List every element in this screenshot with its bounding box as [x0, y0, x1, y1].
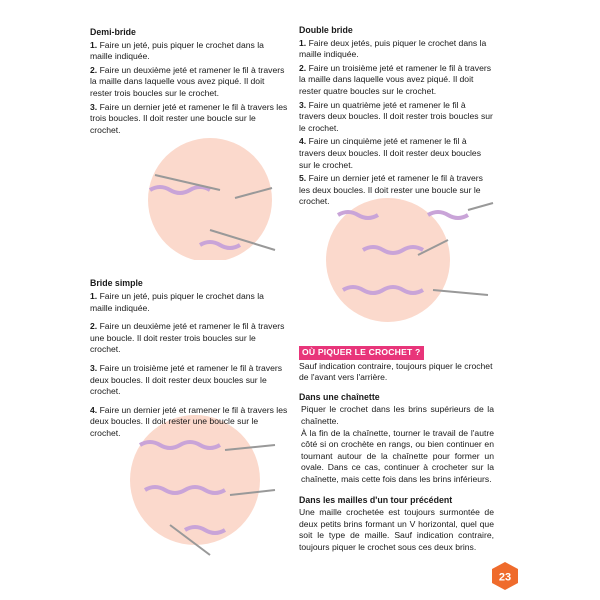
ou-piquer-section — [299, 346, 494, 554]
right-column — [299, 25, 494, 210]
ou-piquer-intro: Sauf indication contraire, toujours piquer le crochet de l'avant vers l'arrière. — [299, 360, 493, 383]
double-bride-title: Double bride — [299, 25, 353, 35]
double-bride-step: 3. Faire un quatrième jeté et ramener le fil à travers deux boucles. Il doit rester trois boucles sur le crochet. — [299, 99, 493, 133]
bride-simple-step: 4. Faire un dernier jeté et ramener le fil à travers les deux boucles. Il doit rester une boucle sur le crochet. — [90, 404, 288, 438]
page-number-badge — [490, 561, 520, 591]
chainette-text-2: À la fin de la chaînette, tourner le travail de l'autre côté si on crochète en rangs, ou bien continuer en tournant autour de la chaînette pour former un ovale. Dans ce cas, continuer à crocheter sur la chaînette, mais cette fois dans les brins inférieurs. — [301, 427, 494, 484]
bride-simple-step: 1. Faire un jeté, puis piquer le crochet dans la maille indiquée. — [90, 290, 264, 313]
ou-piquer-heading: OÙ PIQUER LE CROCHET ? — [299, 346, 424, 360]
tour-precedent-title: Dans les mailles d'un tour précédent — [299, 494, 453, 505]
double-bride-illustration — [318, 195, 498, 335]
double-bride-step: 5. Faire un dernier jeté et ramener le fil à travers les deux boucles. Il doit rester une boucle sur le crochet. — [299, 173, 483, 207]
left-column — [90, 27, 288, 441]
demi-bride-step: 2. Faire un deuxième jeté et ramener le fil à travers la maille dans laquelle vous avez piqué. Il doit rester trois boucles sur le crochet. — [90, 64, 285, 98]
chainette-title: Dans une chaînette — [299, 391, 380, 402]
tour-precedent-text: Une maille crochetée est toujours surmontée de deux petits brins formant un V horizontal, quel que soit le type de maille. Sauf indication contraire, toujours piquer le crochet sous ces deux brins. — [299, 507, 494, 552]
demi-bride-title: Demi-bride — [90, 27, 136, 37]
double-bride-step: 2. Faire un troisième jeté et ramener le fil à travers la maille dans laquelle vous avez piqué. Il doit rester quatre boucles sur le crochet. — [299, 62, 492, 96]
double-bride-step: 1. Faire deux jetés, puis piquer le crochet dans la maille indiquée. — [299, 37, 487, 60]
bride-simple-title: Bride simple — [90, 278, 143, 289]
bride-simple-step: 2. Faire un deuxième jeté et ramener le fil à travers une boucle. Il doit rester trois boucles sur le crochet. — [90, 321, 285, 355]
page-number: 23 — [498, 571, 512, 584]
demi-bride-step: 1. Faire un jeté, puis piquer le crochet dans la maille indiquée. — [90, 39, 264, 62]
bride-simple-step: 3. Faire un troisième jeté et ramener le fil à travers deux boucles. Il doit rester deux boucles sur le crochet. — [90, 362, 283, 397]
demi-bride-step: 3. Faire un dernier jeté et ramener le fil à travers les trois boucles. Il doit rester une boucle sur le crochet. — [90, 101, 288, 135]
double-bride-step: 4. Faire un cinquième jeté et ramener le fil à travers deux boucles. Il doit rester deux boucles sur le crochet. — [299, 136, 481, 170]
chainette-text-1: Piquer le crochet dans les brins supérieurs de la chaînette. — [301, 404, 494, 426]
